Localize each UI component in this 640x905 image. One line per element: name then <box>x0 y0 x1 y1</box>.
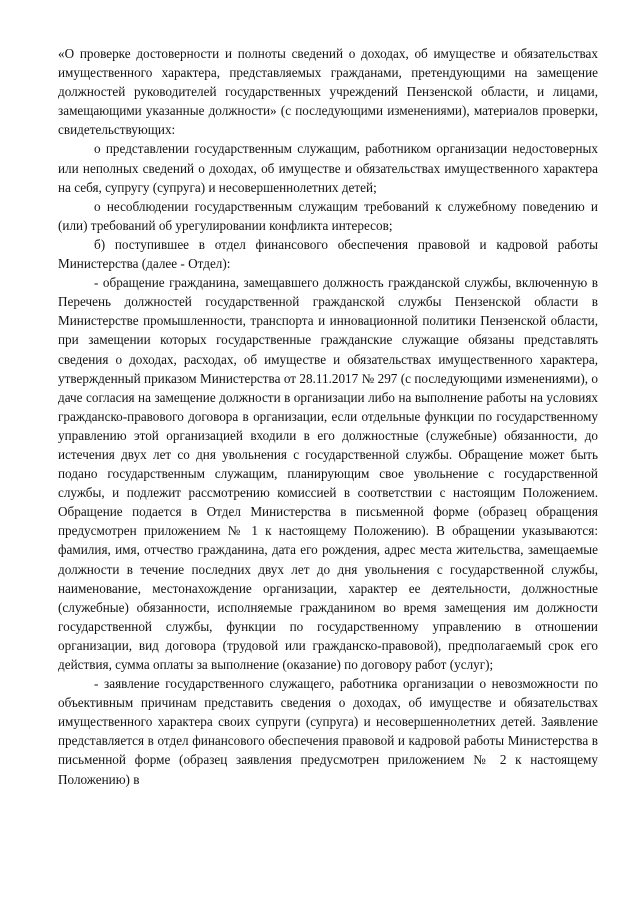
paragraph-intro: «О проверке достоверности и полноты сведений о доходах, об имуществе и обязательствах имущественного характера, представляемых гражданами, претендующими на замещение должностей руководителей государственных учреждений Пензенской области, и лицами, замещающими указанные должности» (с последующими изменениями), материалов проверки, свидетельствующих: <box>58 46 598 138</box>
paragraph-non-compliance: о несоблюдении государственным служащим требований к служебному поведению и (или) требований об урегулировании конфликта интересов; <box>58 198 598 233</box>
paragraph-employee-statement: - заявление государственного служащего, работника организации о невозможности по объективным причинам представить сведения о доходах, об имуществе и обязательствах имущественного характера своих супруги (супруга) и несовершеннолетних детей. Заявление представляется в отдел финансового обеспечения правовой и кадровой работы Министерства в письменной форме (образец заявления предусмотрен приложением № 2 к настоящему Положению) в <box>58 676 598 787</box>
paragraph-b-submitted: б) поступившее в отдел финансового обеспечения правовой и кадровой работы Министерства (далее - Отдел): <box>58 236 598 272</box>
document-page <box>58 44 598 789</box>
paragraph-citizen-appeal: - обращение гражданина, замещавшего должность гражданской службы, включенную в Перечень должностей государственной гражданской службы Пензенской области в Министерстве промышленности, транспорта и инновационной политики Пензенской области, при замещении которых государственные гражданские служащие обязаны представлять сведения о доходах, расходах, об имуществе и обязательствах имущественного характера, утвержденный приказом Министерства от 28.11.2017 № 297 (с последующими изменениями), о даче согласия на замещение должности в организации либо на выполнение работы на условиях гражданско-правового договора в организации, если отдельные функции по государственному управлению этой организацией входили в его должностные (служебные) обязанности, до истечения двух лет со дня увольнения с государственной службы. Обращение может быть подано государственным служащим, планирующим свое увольнение с государственной службы, и подлежит рассмотрению комиссией в соответствии с настоящим Положением. Обращение подается в Отдел Министерства в письменной форме (образец обращения предусмотрен приложением № 1 к настоящему Положению). В обращении указываются: фамилия, имя, отчество гражданина, дата его рождения, адрес места жительства, замещаемые должности в течение последних двух лет до дня увольнения с государственной службы, наименование, местонахождение организации, характер ее деятельности, должностные (служебные) обязанности, исполняемые гражданином во время замещения им должности государственной службы, функции по государственному управлению в отношении организации, вид договора (трудовой или гражданско-правовой), предполагаемый срок его действия, сумма оплаты за выполнение (оказание) по договору работ (услуг); <box>58 275 598 672</box>
paragraph-false-info: о представлении государственным служащим, работником организации недостоверных или неполных сведений о доходах, об имуществе и обязательствах имущественного характера на себя, супругу (супруга) и несовершеннолетних детей; <box>58 141 598 195</box>
